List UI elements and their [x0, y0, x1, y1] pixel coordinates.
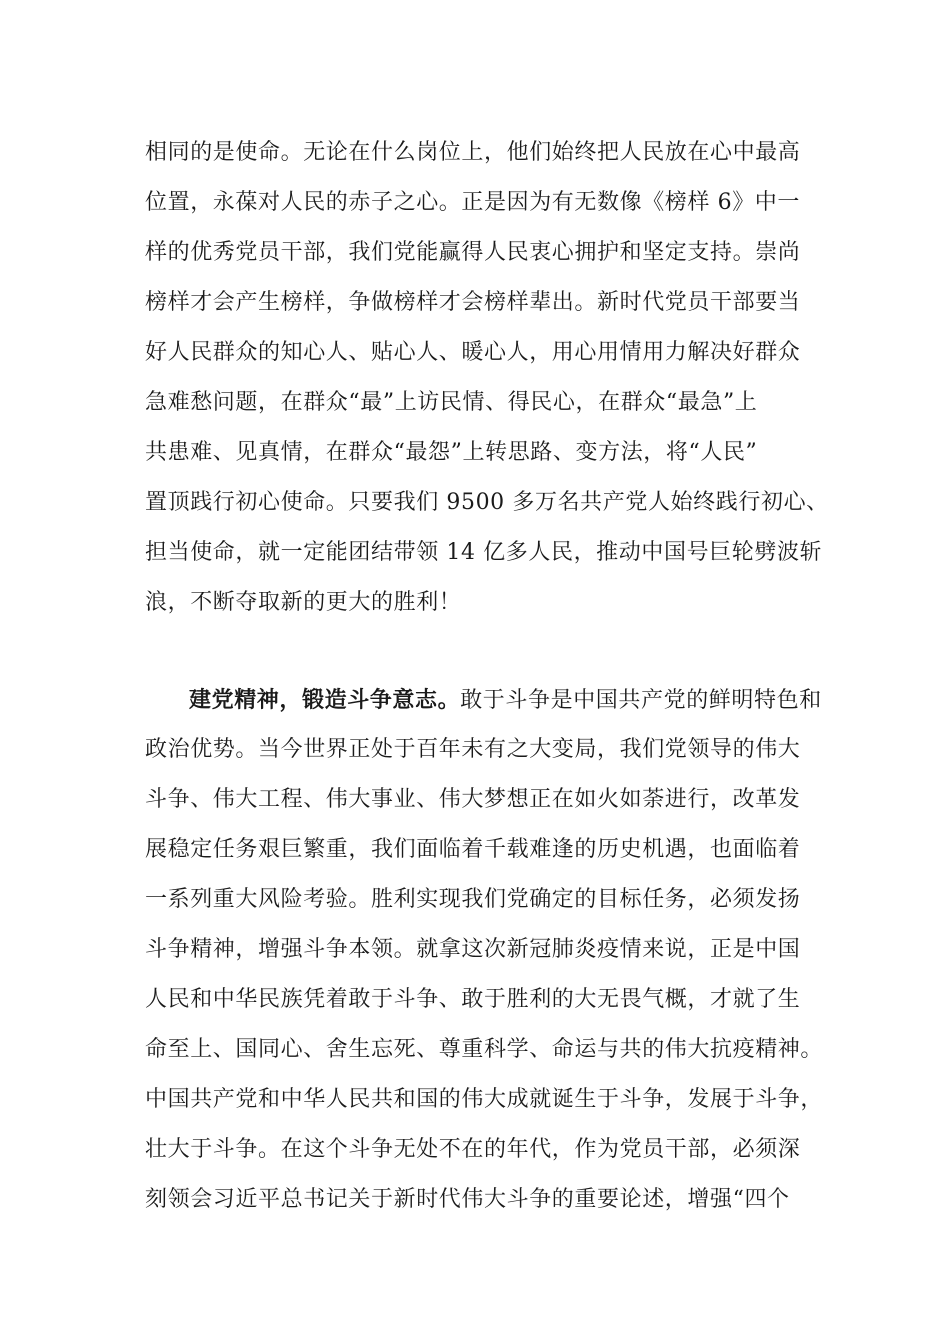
text-line: 共患难、见真情，在群众“最怨”上转思路、变方法，将“人民”: [145, 440, 758, 465]
text-line: 好人民群众的知心人、贴心人、暖心人，用心用情用力解决好群众: [145, 340, 801, 365]
text-line: 中国共产党和中华人民共和国的伟大成就诞生于斗争，发展于斗争，: [145, 1087, 824, 1112]
text-segment: 敢于斗争是中国共产党的鲜明特色和: [460, 688, 822, 713]
text-line: 政治优势。当今世界正处于百年未有之大变局，我们党领导的伟大: [145, 737, 801, 762]
text-line: 样的优秀党员干部，我们党能赢得人民衷心拥护和坚定支持。崇尚: [145, 240, 801, 265]
paragraph-heading: 建党精神，锻造斗争意志。: [189, 687, 461, 713]
text-line: 人民和中华民族凭着敢于斗争、敢于胜利的大无畏气概，才就了生: [145, 987, 801, 1012]
text-line: 相同的是使命。无论在什么岗位上，他们始终把人民放在心中最高: [145, 140, 801, 165]
text-line: 担当使命，就一定能团结带领 14 亿多人民，推动中国号巨轮劈波斩: [145, 540, 823, 565]
text-line: 刻领会习近平总书记关于新时代伟大斗争的重要论述，增强“四个: [145, 1187, 790, 1212]
text-line: 位置，永葆对人民的赤子之心。正是因为有无数像《榜样 6》中一: [145, 190, 800, 215]
text-line: 榜样才会产生榜样，争做榜样才会榜样辈出。新时代党员干部要当: [145, 290, 801, 315]
text-line: 斗争精神，增强斗争本领。就拿这次新冠肺炎疫情来说，正是中国: [145, 937, 801, 962]
text-line: 置顶践行初心使命。只要我们 9500 多万名共产党人始终践行初心、: [145, 490, 829, 515]
text-line: 壮大于斗争。在这个斗争无处不在的年代，作为党员干部，必须深: [145, 1137, 801, 1162]
text-line: 急难愁问题，在群众“最”上访民情、得民心，在群众“最急”上: [145, 390, 758, 415]
paragraph-first-line: [189, 685, 822, 716]
text-line: 展稳定任务艰巨繁重，我们面临着千载难逢的历史机遇，也面临着: [145, 837, 801, 862]
text-line: 命至上、国同心、舍生忘死、尊重科学、命运与共的伟大抗疫精神。: [145, 1037, 824, 1062]
text-line: 一系列重大风险考验。胜利实现我们党确定的目标任务，必须发扬: [145, 887, 801, 912]
text-line: 浪，不断夺取新的更大的胜利！: [145, 590, 462, 615]
text-line: 斗争、伟大工程、伟大事业、伟大梦想正在如火如荼进行，改革发: [145, 787, 801, 812]
